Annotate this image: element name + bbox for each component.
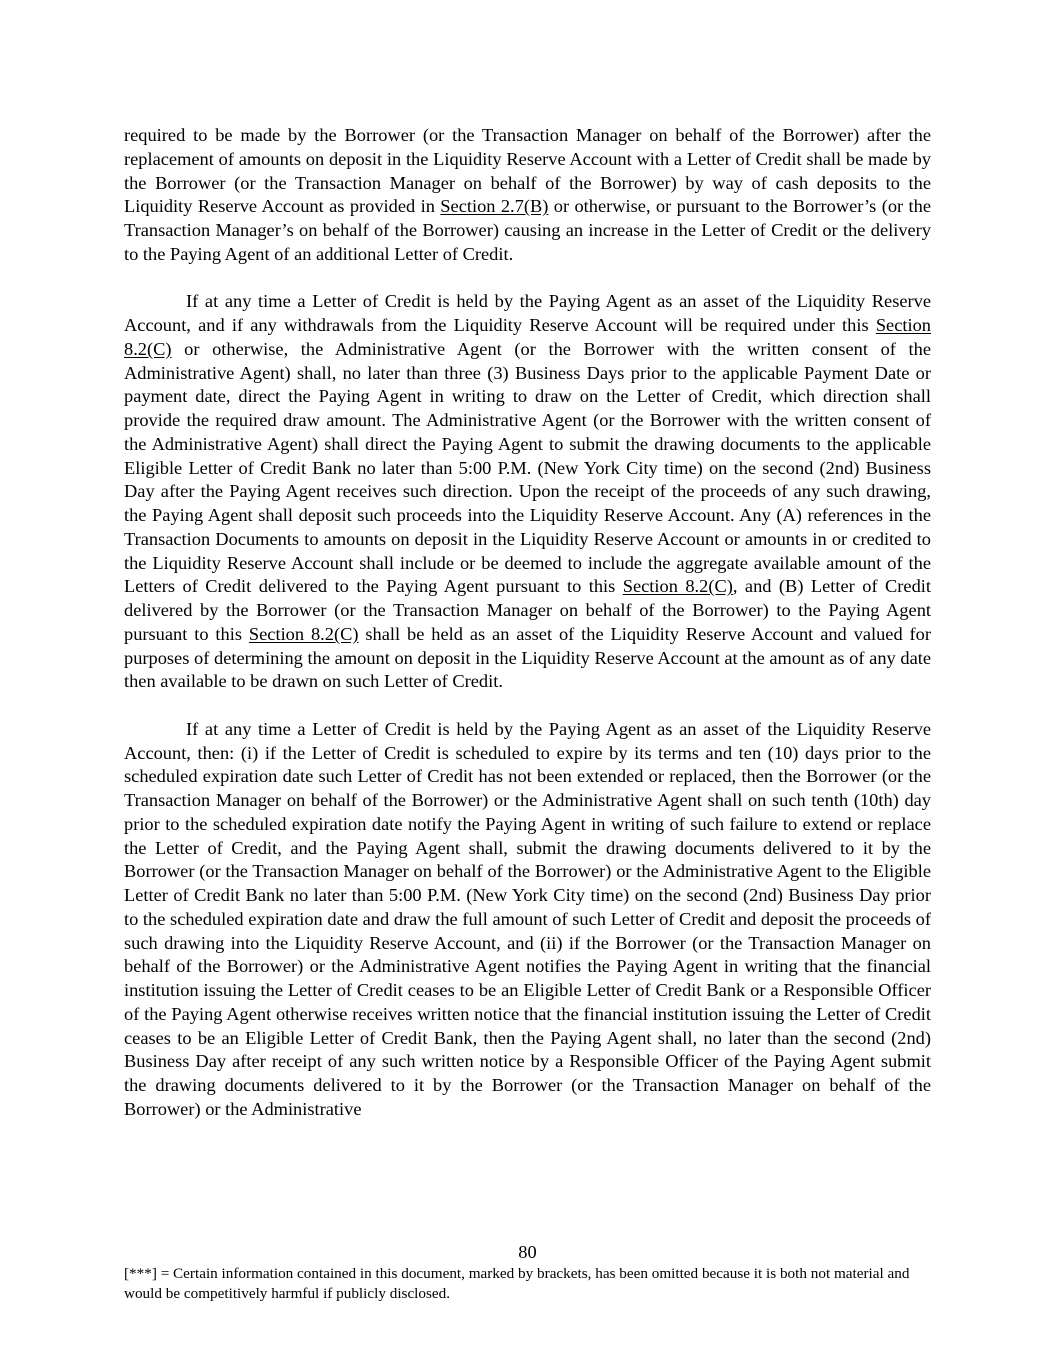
paragraph-3 bbox=[124, 718, 931, 1122]
text-run: If at any time a Letter of Credit is held by the Paying Agent as an asset of the Liquidity Reserve Account, and if any withdrawals from the Liquidity Reserve Account will be required under this bbox=[124, 291, 931, 335]
text-run: , and (B) Letter of Credit delivered by the Borrower (or the Transaction Manager on behalf of the Borrower) to the Paying Agent pursuant to this bbox=[124, 576, 931, 644]
confidentiality-footnote: [***] = Certain information contained in this document, marked by brackets, has been omitted because it is both not material and would be competitively harmful if publicly disclosed. bbox=[124, 1265, 910, 1302]
text-run: shall be held as an asset of the Liquidity Reserve Account and valued for purposes of determining the amount on deposit in the Liquidity Reserve Account at the amount as of any date then available to be drawn on such Letter of Credit. bbox=[124, 623, 932, 692]
page-number: 80 bbox=[518, 1242, 537, 1262]
section-reference: Section 8.2(C) bbox=[622, 576, 733, 597]
paragraph-1 bbox=[124, 124, 931, 267]
text-run: If at any time a Letter of Credit is held by the Paying Agent as an asset of the Liquidity Reserve Account, then: (i) if the Letter of Credit is scheduled to expire by its terms and ten (10) days prior to the scheduled expiration date such Letter of Credit has not been extended or replaced, then the Borrower (or the Transaction Manager on behalf of the Borrower) or the Administrative Agent shall on such tenth (10th) day prior to the scheduled expiration date notify the Paying Agent in writing of such failure to extend or replace the Letter of Credit, and the Paying Agent shall, submit the drawing documents delivered to it by the Borrower (or the Transaction Manager on behalf of the Borrower) or the Administrative Agent to the Eligible Letter of Credit Bank no later than 5:00 P.M. (New York City time) on the second (2nd) Business Day prior to the scheduled expiration date and draw the full amount of such Letter of Credit and deposit the proceeds of such drawing into the Liquidity Reserve Account, and (ii) if the Borrower (or the Transaction Manager on behalf of the Borrower) or the Administrative Agent notifies the Paying Agent in writing that the financial institution issuing the Letter of Credit ceases to be an Eligible Letter of Credit Bank or a Responsible Officer of the Paying Agent otherwise receives written notice that the financial institution issuing the Letter of Credit ceases to be an Eligible Letter of Credit Bank, then the Paying Agent shall, no later than the second (2nd) Business Day after receipt of any such written notice by a Responsible Officer of the Paying Agent submit the drawing documents delivered to it by the Borrower (or the Transaction Manager on behalf of the Borrower) or the Administrative bbox=[124, 718, 931, 1119]
section-reference: Section 2.7(B) bbox=[440, 196, 549, 217]
text-run: or otherwise, or pursuant to the Borrower’s (or the Transaction Manager’s on behalf of the Borrower) causing an increase in the Letter of Credit or the delivery to the Paying Agent of an additional Letter of Credit. bbox=[124, 196, 932, 264]
section-reference: Section 8.2(C) bbox=[248, 623, 359, 644]
section-reference: Section 8.2(C) bbox=[124, 315, 931, 359]
document-body bbox=[124, 124, 931, 1122]
paragraph-2 bbox=[124, 290, 931, 694]
text-run: or otherwise, the Administrative Agent (or the Borrower with the written consent of the Administrative Agent) shall, no later than three (3) Business Days prior to the applicable Payment Date or payment date, direct the Paying Agent in writing to draw on the Letter of Credit, which direction shall provide the required draw amount. The Administrative Agent (or the Borrower with the written consent of the Administrative Agent) shall direct the Paying Agent to submit the drawing documents to the applicable Eligible Letter of Credit Bank no later than 5:00 P.M. (New York City time) on the second (2nd) Business Day after the Paying Agent receives such direction. Upon the receipt of the proceeds of any such drawing, the Paying Agent shall deposit such proceeds into the Liquidity Reserve Account. Any (A) references in the Transaction Documents to amounts on deposit in the Liquidity Reserve Account or amounts in or credited to the Liquidity Reserve Account shall include or be deemed to include the aggregate available amount of the Letters of Credit delivered to the Paying Agent pursuant to this bbox=[124, 338, 931, 597]
text-run: required to be made by the Borrower (or the Transaction Manager on behalf of the Borrower) after the replacement of amounts on deposit in the Liquidity Reserve Account with a Letter of Credit shall be made by the Borrower (or the Transaction Manager on behalf of the Borrower) by way of cash deposits to the Liquidity Reserve Account as provided in bbox=[124, 125, 931, 217]
